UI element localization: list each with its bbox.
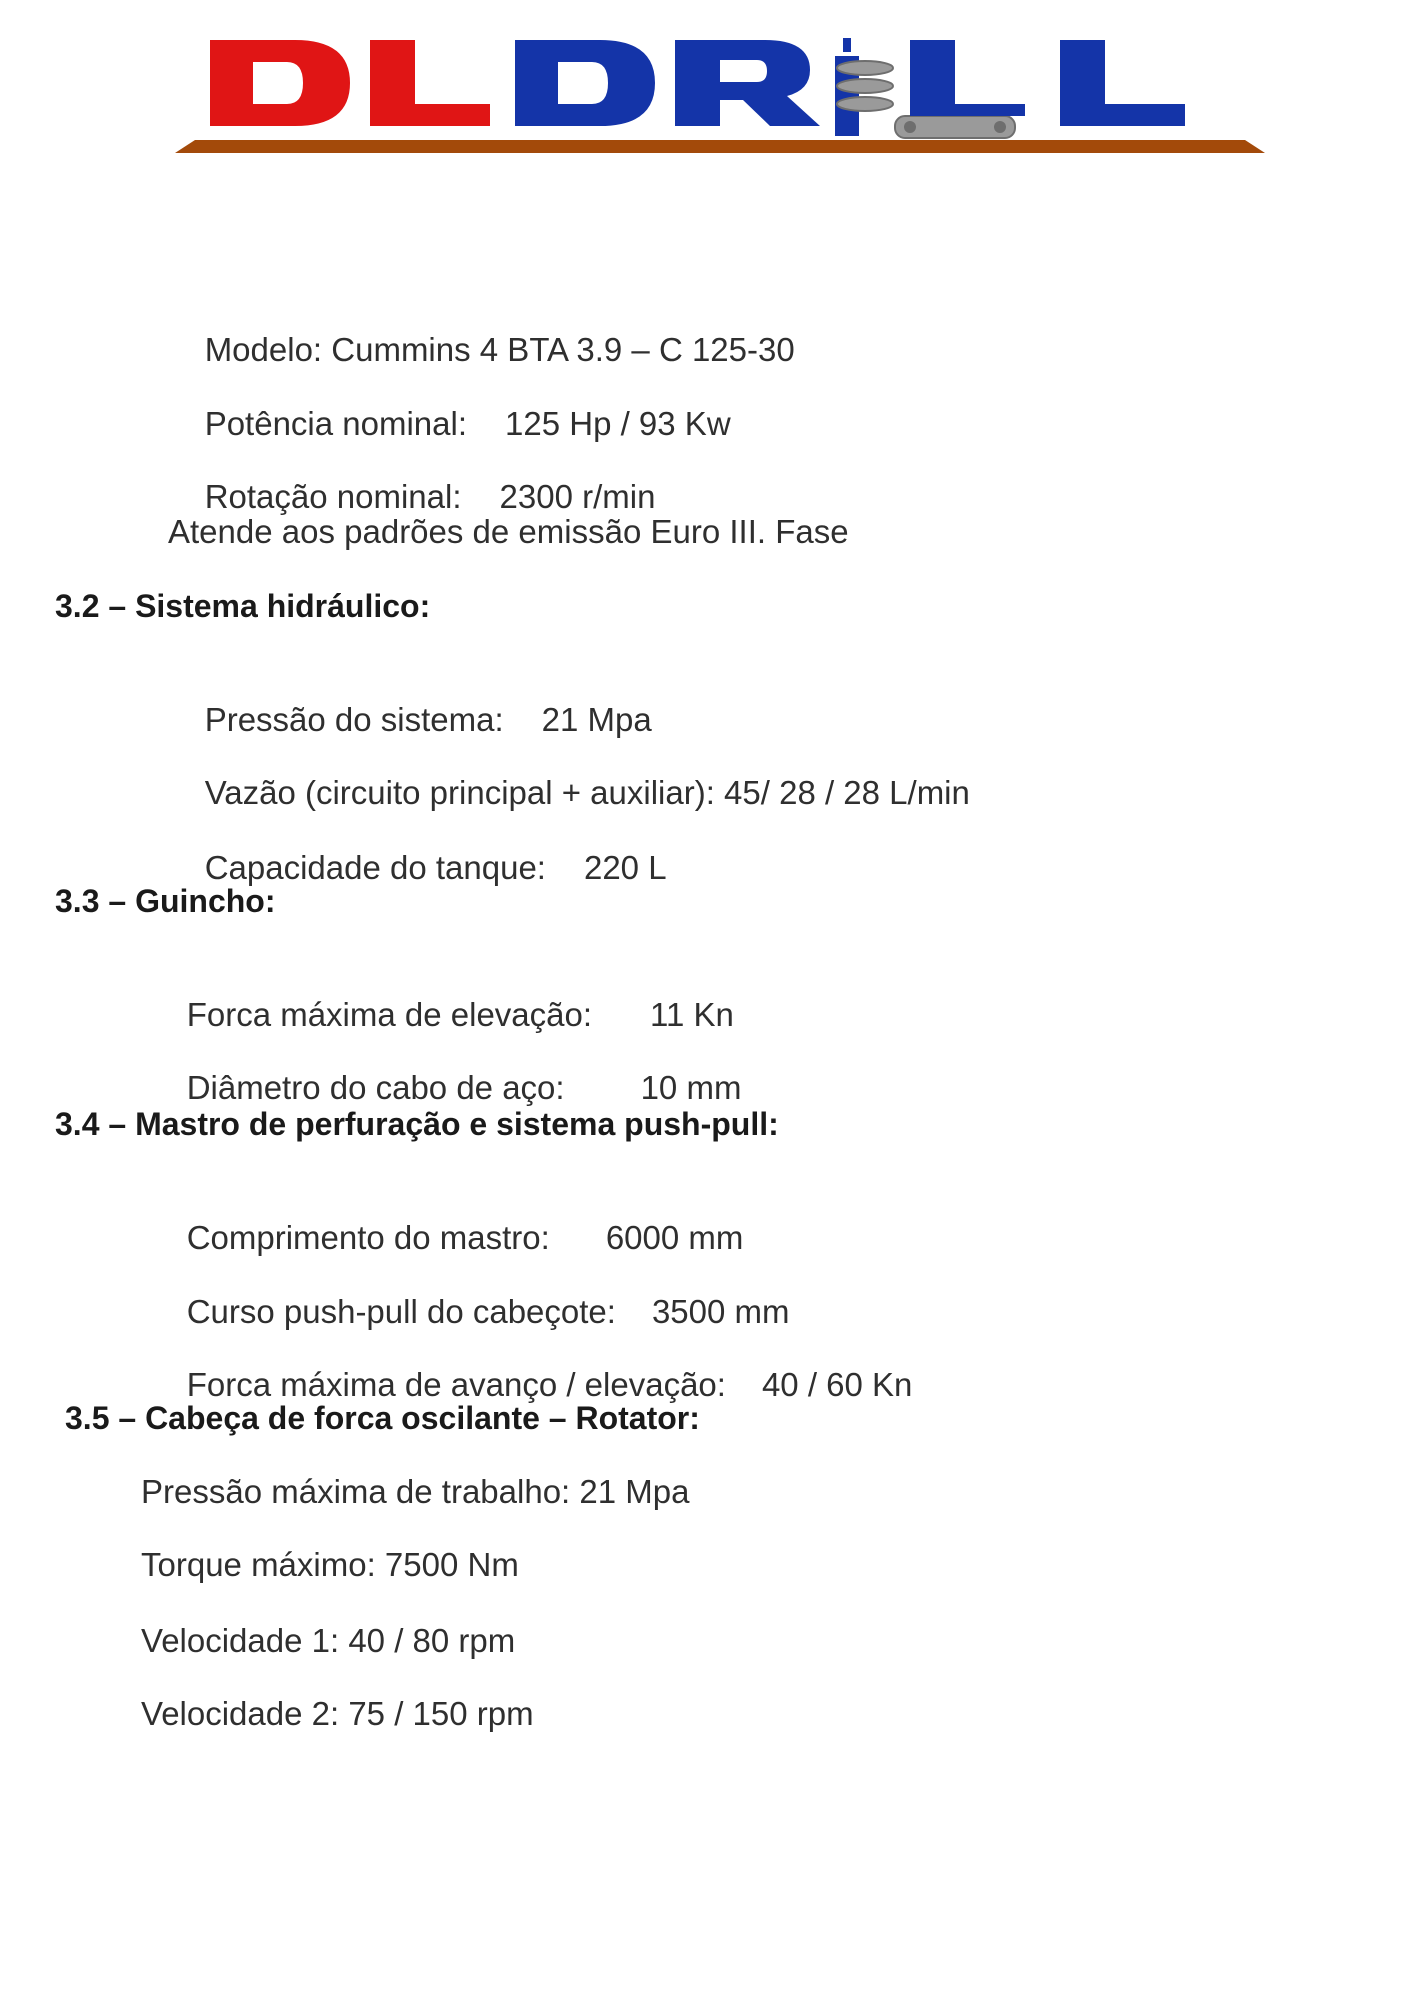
winch-force-label: Forca máxima de elevação: (186, 996, 593, 1033)
engine-rotation-value: 2300 r/min (499, 478, 656, 515)
mast-length-label: Comprimento do mastro: (186, 1219, 550, 1256)
mast-stroke-label: Curso push-pull do cabeçote: (186, 1293, 616, 1330)
hydraulic-flow-label: Vazão (circuito principal + auxiliar): (204, 774, 715, 811)
hydraulic-pressure-value: 21 Mpa (541, 701, 652, 738)
rotator-speed1-row: Velocidade 1: 40 / 80 rpm (141, 1622, 516, 1659)
mast-heading: 3.4 – Mastro de perfuração e sistema push-pull: (55, 1106, 779, 1142)
engine-emission-row: Atende aos padrões de emissão Euro III. Fase (168, 513, 849, 550)
mast-stroke-value: 3500 mm (651, 1293, 790, 1330)
rotator-torque-row: Torque máximo: 7500 Nm (141, 1546, 519, 1583)
engine-model-label: Modelo: (204, 331, 323, 368)
mast-force-label: Forca máxima de avanço / elevação: (186, 1366, 726, 1403)
hydraulic-pressure-label: Pressão do sistema: (204, 701, 504, 738)
rotator-speed2-row: Velocidade 2: 75 / 150 rpm (141, 1695, 534, 1732)
winch-cable-label: Diâmetro do cabo de aço: (186, 1069, 565, 1106)
winch-cable-value: 10 mm (640, 1069, 742, 1106)
hydraulic-flow-value: 45/ 28 / 28 L/min (724, 774, 970, 811)
engine-power-label: Potência nominal: (204, 405, 468, 442)
engine-model-value: Cummins 4 BTA 3.9 – C 125-30 (331, 331, 795, 368)
rotator-pressure-row: Pressão máxima de trabalho: 21 Mpa (141, 1473, 690, 1510)
engine-rotation-label: Rotação nominal: (204, 478, 462, 515)
hydraulic-heading: 3.2 – Sistema hidráulico: (55, 588, 431, 624)
winch-heading: 3.3 – Guincho: (55, 883, 276, 919)
hydraulic-tank-value: 220 L (583, 849, 667, 886)
hydraulic-tank-label: Capacidade do tanque: (204, 849, 546, 886)
rotator-heading: 3.5 – Cabeça de forca oscilante – Rotator: (65, 1400, 700, 1436)
mast-force-value: 40 / 60 Kn (761, 1366, 913, 1403)
mast-length-value: 6000 mm (605, 1219, 744, 1256)
winch-force-value: 11 Kn (650, 996, 734, 1033)
engine-power-value: 125 Hp / 93 Kw (505, 405, 731, 442)
